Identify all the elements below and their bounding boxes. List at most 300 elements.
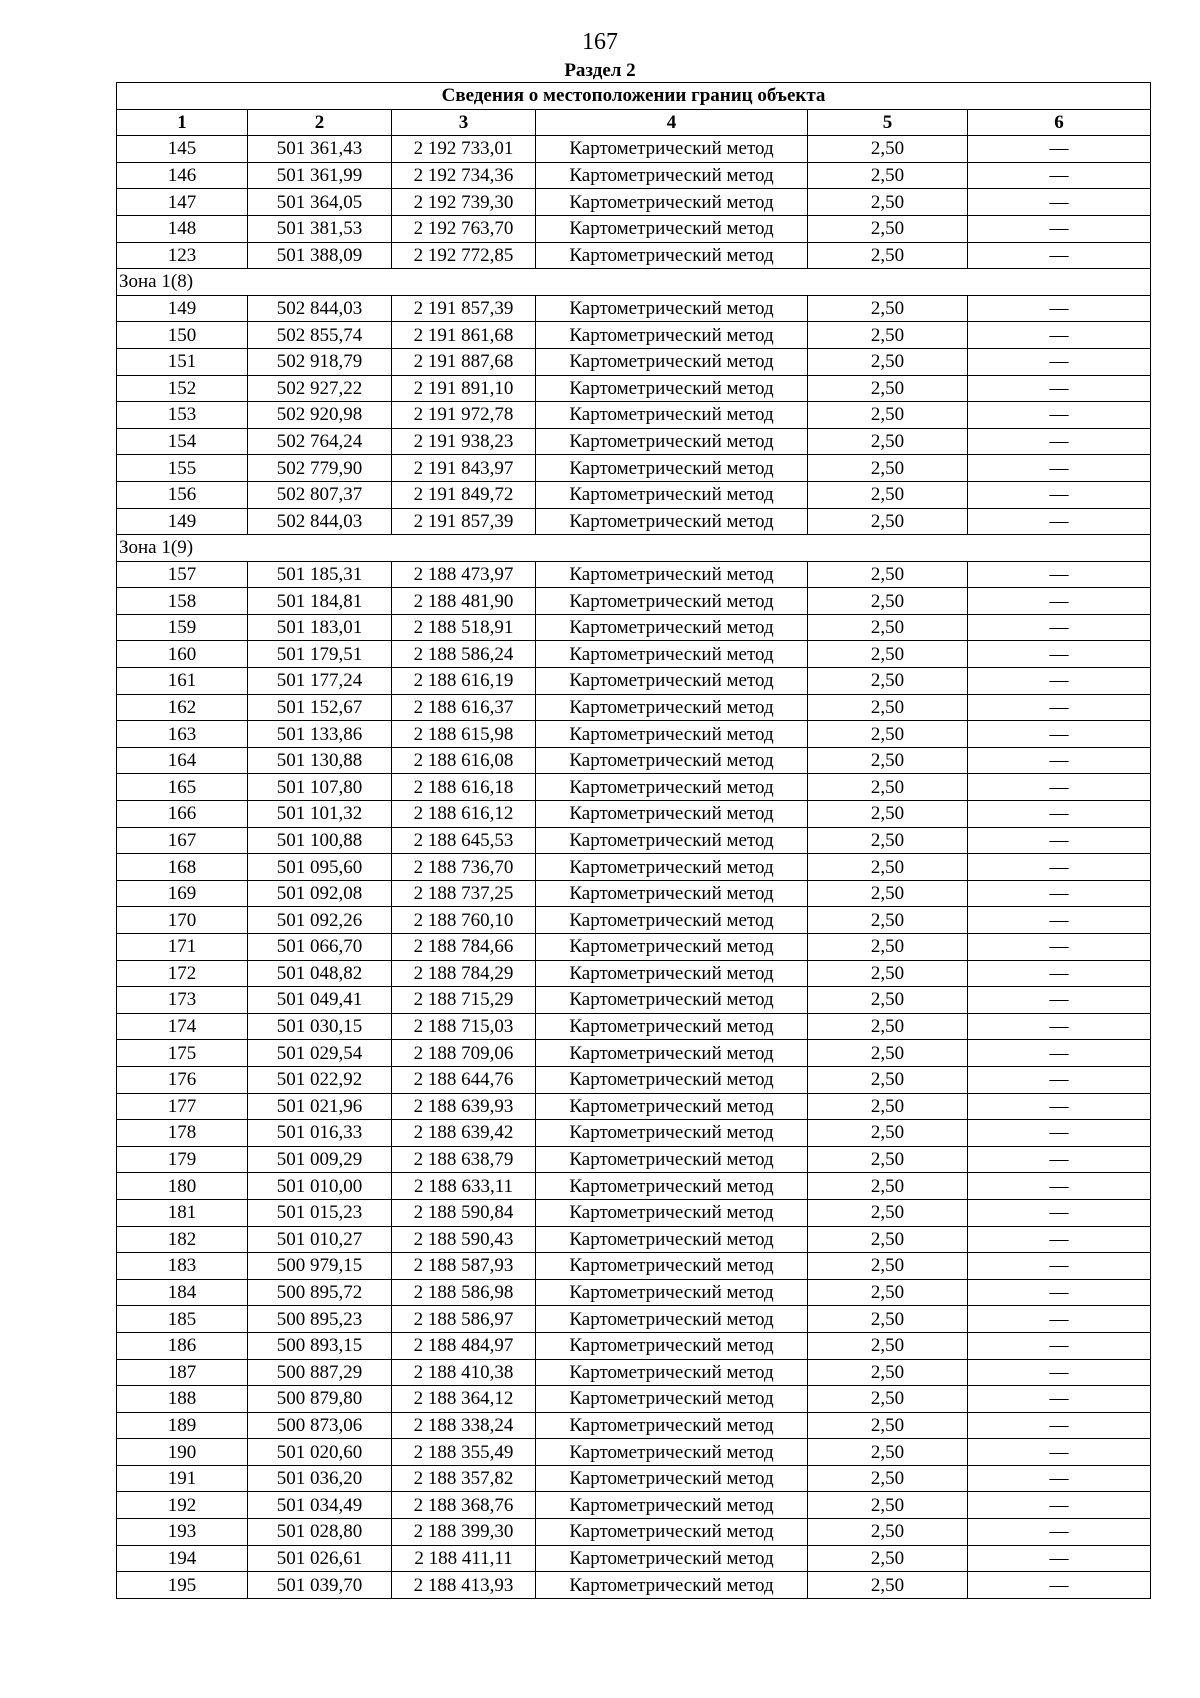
y-coordinate-cell: 2 188 616,08 [392, 747, 536, 774]
x-coordinate-cell: 502 918,79 [248, 348, 392, 375]
y-coordinate-cell: 2 192 733,01 [392, 136, 536, 163]
description-cell: — [968, 295, 1151, 322]
accuracy-cell: 2,50 [808, 215, 968, 242]
x-coordinate-cell: 501 152,67 [248, 694, 392, 721]
description-cell: — [968, 162, 1151, 189]
accuracy-cell: 2,50 [808, 1226, 968, 1253]
table-row [117, 934, 1151, 961]
table-row [117, 481, 1151, 508]
x-coordinate-cell: 501 092,26 [248, 907, 392, 934]
x-coordinate-cell: 500 887,29 [248, 1359, 392, 1386]
accuracy-cell: 2,50 [808, 428, 968, 455]
table-head [117, 83, 1151, 136]
x-coordinate-cell: 501 185,31 [248, 561, 392, 588]
point-number-cell: 189 [117, 1412, 248, 1439]
method-cell: Картометрический метод [536, 1253, 808, 1280]
y-coordinate-cell: 2 188 368,76 [392, 1492, 536, 1519]
table-row [117, 136, 1151, 163]
y-coordinate-cell: 2 188 736,70 [392, 854, 536, 881]
method-cell: Картометрический метод [536, 641, 808, 668]
accuracy-cell: 2,50 [808, 189, 968, 216]
method-cell: Картометрический метод [536, 907, 808, 934]
zone-header-row [117, 269, 1151, 296]
table-row [117, 1492, 1151, 1519]
method-cell: Картометрический метод [536, 1226, 808, 1253]
description-cell: — [968, 1199, 1151, 1226]
y-coordinate-cell: 2 188 590,84 [392, 1199, 536, 1226]
point-number-cell: 154 [117, 428, 248, 455]
y-coordinate-cell: 2 192 763,70 [392, 215, 536, 242]
accuracy-cell: 2,50 [808, 1013, 968, 1040]
x-coordinate-cell: 501 026,61 [248, 1545, 392, 1572]
x-coordinate-cell: 501 133,86 [248, 721, 392, 748]
point-number-cell: 194 [117, 1545, 248, 1572]
table-row [117, 641, 1151, 668]
x-coordinate-cell: 502 779,90 [248, 455, 392, 482]
y-coordinate-cell: 2 188 616,12 [392, 801, 536, 828]
table-row [117, 801, 1151, 828]
table-row [117, 1253, 1151, 1280]
method-cell: Картометрический метод [536, 1066, 808, 1093]
description-cell: — [968, 641, 1151, 668]
point-number-cell: 162 [117, 694, 248, 721]
accuracy-cell: 2,50 [808, 721, 968, 748]
y-coordinate-cell: 2 191 857,39 [392, 295, 536, 322]
description-cell: — [968, 907, 1151, 934]
accuracy-cell: 2,50 [808, 747, 968, 774]
table-row [117, 1359, 1151, 1386]
accuracy-cell: 2,50 [808, 1359, 968, 1386]
x-coordinate-cell: 501 022,92 [248, 1066, 392, 1093]
point-number-cell: 148 [117, 215, 248, 242]
table-title-row [117, 83, 1151, 110]
table-row [117, 322, 1151, 349]
x-coordinate-cell: 501 361,43 [248, 136, 392, 163]
point-number-cell: 160 [117, 641, 248, 668]
accuracy-cell: 2,50 [808, 455, 968, 482]
description-cell: — [968, 508, 1151, 535]
accuracy-cell: 2,50 [808, 1146, 968, 1173]
method-cell: Картометрический метод [536, 827, 808, 854]
method-cell: Картометрический метод [536, 322, 808, 349]
table-row [117, 1120, 1151, 1147]
y-coordinate-cell: 2 191 849,72 [392, 481, 536, 508]
description-cell: — [968, 854, 1151, 881]
method-cell: Картометрический метод [536, 481, 808, 508]
table-row [117, 987, 1151, 1014]
point-number-cell: 166 [117, 801, 248, 828]
accuracy-cell: 2,50 [808, 1093, 968, 1120]
description-cell: — [968, 1120, 1151, 1147]
method-cell: Картометрический метод [536, 1519, 808, 1546]
method-cell: Картометрический метод [536, 162, 808, 189]
accuracy-cell: 2,50 [808, 614, 968, 641]
table-row [117, 614, 1151, 641]
point-number-cell: 191 [117, 1465, 248, 1492]
table-row [117, 1093, 1151, 1120]
point-number-cell: 158 [117, 588, 248, 615]
table-row [117, 348, 1151, 375]
y-coordinate-cell: 2 188 484,97 [392, 1332, 536, 1359]
y-coordinate-cell: 2 188 616,18 [392, 774, 536, 801]
y-coordinate-cell: 2 188 590,43 [392, 1226, 536, 1253]
accuracy-cell: 2,50 [808, 1519, 968, 1546]
table-row [117, 827, 1151, 854]
description-cell: — [968, 774, 1151, 801]
point-number-cell: 153 [117, 402, 248, 429]
description-cell: — [968, 402, 1151, 429]
y-coordinate-cell: 2 188 709,06 [392, 1040, 536, 1067]
point-number-cell: 171 [117, 934, 248, 961]
table-row [117, 1279, 1151, 1306]
method-cell: Картометрический метод [536, 668, 808, 695]
accuracy-cell: 2,50 [808, 1412, 968, 1439]
description-cell: — [968, 668, 1151, 695]
table-row [117, 189, 1151, 216]
accuracy-cell: 2,50 [808, 1465, 968, 1492]
description-cell: — [968, 322, 1151, 349]
accuracy-cell: 2,50 [808, 1253, 968, 1280]
point-number-cell: 155 [117, 455, 248, 482]
x-coordinate-cell: 501 030,15 [248, 1013, 392, 1040]
table-row [117, 162, 1151, 189]
description-cell: — [968, 136, 1151, 163]
method-cell: Картометрический метод [536, 402, 808, 429]
y-coordinate-cell: 2 191 843,97 [392, 455, 536, 482]
x-coordinate-cell: 501 130,88 [248, 747, 392, 774]
y-coordinate-cell: 2 188 760,10 [392, 907, 536, 934]
description-cell: — [968, 242, 1151, 269]
description-cell: — [968, 694, 1151, 721]
method-cell: Картометрический метод [536, 1093, 808, 1120]
point-number-cell: 186 [117, 1332, 248, 1359]
description-cell: — [968, 801, 1151, 828]
description-cell: — [968, 721, 1151, 748]
point-number-cell: 188 [117, 1386, 248, 1413]
x-coordinate-cell: 501 092,08 [248, 880, 392, 907]
table-row [117, 375, 1151, 402]
table-row [117, 668, 1151, 695]
column-header-4: 4 [536, 109, 808, 136]
description-cell: — [968, 375, 1151, 402]
table-row [117, 880, 1151, 907]
accuracy-cell: 2,50 [808, 827, 968, 854]
y-coordinate-cell: 2 188 715,03 [392, 1013, 536, 1040]
point-number-cell: 173 [117, 987, 248, 1014]
point-number-cell: 150 [117, 322, 248, 349]
accuracy-cell: 2,50 [808, 641, 968, 668]
table-body [117, 136, 1151, 1599]
accuracy-cell: 2,50 [808, 1040, 968, 1067]
accuracy-cell: 2,50 [808, 508, 968, 535]
y-coordinate-cell: 2 192 739,30 [392, 189, 536, 216]
y-coordinate-cell: 2 188 633,11 [392, 1173, 536, 1200]
boundary-coordinates-table [116, 82, 1151, 1599]
description-cell: — [968, 1386, 1151, 1413]
accuracy-cell: 2,50 [808, 1332, 968, 1359]
y-coordinate-cell: 2 188 616,19 [392, 668, 536, 695]
method-cell: Картометрический метод [536, 1306, 808, 1333]
x-coordinate-cell: 502 855,74 [248, 322, 392, 349]
method-cell: Картометрический метод [536, 242, 808, 269]
accuracy-cell: 2,50 [808, 348, 968, 375]
y-coordinate-cell: 2 188 616,37 [392, 694, 536, 721]
description-cell: — [968, 215, 1151, 242]
x-coordinate-cell: 501 184,81 [248, 588, 392, 615]
point-number-cell: 169 [117, 880, 248, 907]
description-cell: — [968, 1013, 1151, 1040]
table-row [117, 455, 1151, 482]
point-number-cell: 159 [117, 614, 248, 641]
accuracy-cell: 2,50 [808, 880, 968, 907]
point-number-cell: 182 [117, 1226, 248, 1253]
table-row [117, 1226, 1151, 1253]
accuracy-cell: 2,50 [808, 934, 968, 961]
x-coordinate-cell: 501 015,23 [248, 1199, 392, 1226]
table-row [117, 1412, 1151, 1439]
y-coordinate-cell: 2 188 586,98 [392, 1279, 536, 1306]
accuracy-cell: 2,50 [808, 561, 968, 588]
point-number-cell: 157 [117, 561, 248, 588]
point-number-cell: 167 [117, 827, 248, 854]
description-cell: — [968, 1066, 1151, 1093]
table-row [117, 1386, 1151, 1413]
accuracy-cell: 2,50 [808, 668, 968, 695]
description-cell: — [968, 481, 1151, 508]
y-coordinate-cell: 2 188 737,25 [392, 880, 536, 907]
x-coordinate-cell: 502 764,24 [248, 428, 392, 455]
description-cell: — [968, 987, 1151, 1014]
y-coordinate-cell: 2 188 518,91 [392, 614, 536, 641]
y-coordinate-cell: 2 191 938,23 [392, 428, 536, 455]
zone-label: Зона 1(8) [117, 269, 1151, 296]
x-coordinate-cell: 501 048,82 [248, 960, 392, 987]
method-cell: Картометрический метод [536, 774, 808, 801]
accuracy-cell: 2,50 [808, 801, 968, 828]
description-cell: — [968, 561, 1151, 588]
table-row [117, 428, 1151, 455]
description-cell: — [968, 827, 1151, 854]
description-cell: — [968, 1412, 1151, 1439]
description-cell: — [968, 1572, 1151, 1599]
table-row [117, 1040, 1151, 1067]
y-coordinate-cell: 2 188 644,76 [392, 1066, 536, 1093]
table-row [117, 295, 1151, 322]
point-number-cell: 165 [117, 774, 248, 801]
table-row [117, 1465, 1151, 1492]
y-coordinate-cell: 2 188 481,90 [392, 588, 536, 615]
method-cell: Картометрический метод [536, 136, 808, 163]
point-number-cell: 183 [117, 1253, 248, 1280]
column-header-5: 5 [808, 109, 968, 136]
description-cell: — [968, 747, 1151, 774]
table-row [117, 1173, 1151, 1200]
accuracy-cell: 2,50 [808, 907, 968, 934]
x-coordinate-cell: 501 095,60 [248, 854, 392, 881]
method-cell: Картометрический метод [536, 561, 808, 588]
y-coordinate-cell: 2 188 784,29 [392, 960, 536, 987]
description-cell: — [968, 1226, 1151, 1253]
y-coordinate-cell: 2 188 586,97 [392, 1306, 536, 1333]
method-cell: Картометрический метод [536, 428, 808, 455]
description-cell: — [968, 1545, 1151, 1572]
table-row [117, 1519, 1151, 1546]
x-coordinate-cell: 501 364,05 [248, 189, 392, 216]
y-coordinate-cell: 2 188 410,38 [392, 1359, 536, 1386]
description-cell: — [968, 455, 1151, 482]
method-cell: Картометрический метод [536, 1040, 808, 1067]
accuracy-cell: 2,50 [808, 588, 968, 615]
y-coordinate-cell: 2 188 473,97 [392, 561, 536, 588]
x-coordinate-cell: 501 016,33 [248, 1120, 392, 1147]
accuracy-cell: 2,50 [808, 242, 968, 269]
table-row [117, 774, 1151, 801]
point-number-cell: 146 [117, 162, 248, 189]
column-header-2: 2 [248, 109, 392, 136]
column-header-row [117, 109, 1151, 136]
x-coordinate-cell: 501 028,80 [248, 1519, 392, 1546]
point-number-cell: 147 [117, 189, 248, 216]
method-cell: Картометрический метод [536, 1146, 808, 1173]
method-cell: Картометрический метод [536, 189, 808, 216]
table-row [117, 694, 1151, 721]
x-coordinate-cell: 501 010,27 [248, 1226, 392, 1253]
y-coordinate-cell: 2 188 399,30 [392, 1519, 536, 1546]
description-cell: — [968, 1253, 1151, 1280]
x-coordinate-cell: 501 177,24 [248, 668, 392, 695]
table-row [117, 1306, 1151, 1333]
description-cell: — [968, 1332, 1151, 1359]
x-coordinate-cell: 501 009,29 [248, 1146, 392, 1173]
accuracy-cell: 2,50 [808, 1120, 968, 1147]
method-cell: Картометрический метод [536, 455, 808, 482]
method-cell: Картометрический метод [536, 614, 808, 641]
point-number-cell: 180 [117, 1173, 248, 1200]
accuracy-cell: 2,50 [808, 295, 968, 322]
accuracy-cell: 2,50 [808, 987, 968, 1014]
method-cell: Картометрический метод [536, 375, 808, 402]
y-coordinate-cell: 2 188 413,93 [392, 1572, 536, 1599]
zone-label: Зона 1(9) [117, 535, 1151, 562]
method-cell: Картометрический метод [536, 747, 808, 774]
x-coordinate-cell: 501 101,32 [248, 801, 392, 828]
point-number-cell: 195 [117, 1572, 248, 1599]
method-cell: Картометрический метод [536, 721, 808, 748]
x-coordinate-cell: 500 895,23 [248, 1306, 392, 1333]
table-row [117, 1066, 1151, 1093]
x-coordinate-cell: 500 895,72 [248, 1279, 392, 1306]
method-cell: Картометрический метод [536, 960, 808, 987]
accuracy-cell: 2,50 [808, 402, 968, 429]
point-number-cell: 174 [117, 1013, 248, 1040]
accuracy-cell: 2,50 [808, 136, 968, 163]
y-coordinate-cell: 2 192 772,85 [392, 242, 536, 269]
method-cell: Картометрический метод [536, 295, 808, 322]
x-coordinate-cell: 501 049,41 [248, 987, 392, 1014]
table-row [117, 1013, 1151, 1040]
y-coordinate-cell: 2 191 891,10 [392, 375, 536, 402]
point-number-cell: 177 [117, 1093, 248, 1120]
method-cell: Картометрический метод [536, 1199, 808, 1226]
x-coordinate-cell: 501 029,54 [248, 1040, 392, 1067]
point-number-cell: 185 [117, 1306, 248, 1333]
point-number-cell: 175 [117, 1040, 248, 1067]
method-cell: Картометрический метод [536, 348, 808, 375]
x-coordinate-cell: 502 807,37 [248, 481, 392, 508]
method-cell: Картометрический метод [536, 854, 808, 881]
method-cell: Картометрический метод [536, 1013, 808, 1040]
y-coordinate-cell: 2 191 972,78 [392, 402, 536, 429]
y-coordinate-cell: 2 188 357,82 [392, 1465, 536, 1492]
table-row [117, 747, 1151, 774]
x-coordinate-cell: 501 036,20 [248, 1465, 392, 1492]
point-number-cell: 193 [117, 1519, 248, 1546]
description-cell: — [968, 1306, 1151, 1333]
y-coordinate-cell: 2 188 639,42 [392, 1120, 536, 1147]
description-cell: — [968, 348, 1151, 375]
y-coordinate-cell: 2 188 586,24 [392, 641, 536, 668]
point-number-cell: 187 [117, 1359, 248, 1386]
accuracy-cell: 2,50 [808, 1199, 968, 1226]
table-row [117, 1146, 1151, 1173]
y-coordinate-cell: 2 188 355,49 [392, 1439, 536, 1466]
column-header-6: 6 [968, 109, 1151, 136]
x-coordinate-cell: 501 020,60 [248, 1439, 392, 1466]
x-coordinate-cell: 501 100,88 [248, 827, 392, 854]
description-cell: — [968, 428, 1151, 455]
description-cell: — [968, 588, 1151, 615]
x-coordinate-cell: 501 381,53 [248, 215, 392, 242]
section-title: Раздел 2 [564, 60, 636, 81]
accuracy-cell: 2,50 [808, 1572, 968, 1599]
y-coordinate-cell: 2 188 338,24 [392, 1412, 536, 1439]
table-row [117, 1199, 1151, 1226]
x-coordinate-cell: 500 893,15 [248, 1332, 392, 1359]
accuracy-cell: 2,50 [808, 960, 968, 987]
accuracy-cell: 2,50 [808, 1306, 968, 1333]
x-coordinate-cell: 502 844,03 [248, 508, 392, 535]
y-coordinate-cell: 2 191 861,68 [392, 322, 536, 349]
method-cell: Картометрический метод [536, 880, 808, 907]
x-coordinate-cell: 501 021,96 [248, 1093, 392, 1120]
point-number-cell: 149 [117, 508, 248, 535]
table-row [117, 561, 1151, 588]
x-coordinate-cell: 501 107,80 [248, 774, 392, 801]
y-coordinate-cell: 2 188 587,93 [392, 1253, 536, 1280]
x-coordinate-cell: 501 010,00 [248, 1173, 392, 1200]
description-cell: — [968, 1146, 1151, 1173]
x-coordinate-cell: 501 066,70 [248, 934, 392, 961]
table-row [117, 907, 1151, 934]
method-cell: Картометрический метод [536, 987, 808, 1014]
x-coordinate-cell: 502 844,03 [248, 295, 392, 322]
point-number-cell: 152 [117, 375, 248, 402]
accuracy-cell: 2,50 [808, 1386, 968, 1413]
accuracy-cell: 2,50 [808, 375, 968, 402]
method-cell: Картометрический метод [536, 1279, 808, 1306]
description-cell: — [968, 934, 1151, 961]
x-coordinate-cell: 501 039,70 [248, 1572, 392, 1599]
description-cell: — [968, 1093, 1151, 1120]
description-cell: — [968, 1519, 1151, 1546]
description-cell: — [968, 880, 1151, 907]
method-cell: Картометрический метод [536, 1492, 808, 1519]
description-cell: — [968, 1465, 1151, 1492]
point-number-cell: 164 [117, 747, 248, 774]
accuracy-cell: 2,50 [808, 774, 968, 801]
accuracy-cell: 2,50 [808, 1439, 968, 1466]
x-coordinate-cell: 501 361,99 [248, 162, 392, 189]
